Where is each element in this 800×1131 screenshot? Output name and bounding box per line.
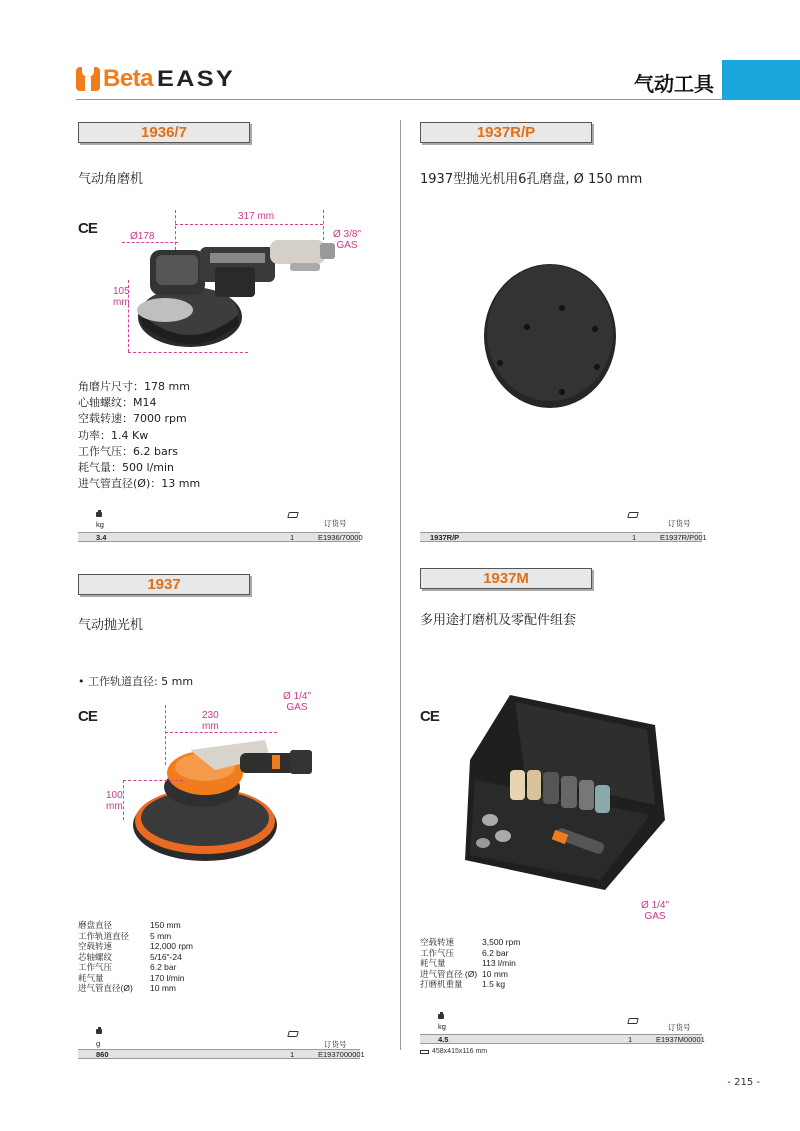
spec-key: 芯轴螺纹 [78, 951, 113, 962]
logo-easy-text: EASY [157, 66, 236, 91]
angle-grinder-image [120, 205, 360, 355]
spec-key: 打磨机重量 [420, 979, 463, 989]
spec-value: 5/16"-24 [150, 951, 182, 962]
spec-key: 工作气压 [420, 947, 455, 958]
specs-1937 [78, 920, 193, 994]
product-code-1937: 1937 [78, 574, 250, 595]
order-number-label: 订货号 [324, 519, 347, 528]
package-qty-icon [627, 1018, 639, 1024]
order-row [420, 1034, 705, 1044]
product-code-1937rp: 1937R/P [420, 122, 592, 143]
spec-value: 10 mm [150, 983, 176, 993]
section-title: 气动工具 [634, 72, 714, 96]
product-desc-1937: 气动抛光机 [78, 618, 144, 633]
spec-key: 磨盘直径 [78, 920, 113, 930]
product-desc-1937rp: 1937型抛光机用6孔磨盘, Ø 150 mm [420, 172, 643, 187]
beta-wrench-icon [76, 67, 100, 91]
spec-key: 工作气压 [78, 962, 113, 972]
spec-key: 耗气量 [78, 972, 104, 983]
qty-value: 1 [628, 1035, 633, 1044]
weight-value: 4.5 [438, 1035, 449, 1044]
spec-key: 耗气量 [420, 958, 446, 968]
header-rule [76, 99, 722, 100]
spec-line: 进气管直径(Ø)：13 mm [78, 477, 201, 491]
ce-mark: CE [78, 220, 97, 237]
dim-length-line [175, 224, 323, 225]
spec-line: 心轴螺纹：M14 [78, 396, 157, 410]
grinder-kit-case-image [465, 690, 665, 890]
dim-height-v [123, 780, 124, 820]
column-divider [400, 120, 401, 1050]
product-desc-1937m: 多用途打磨机及零配件组套 [420, 613, 577, 628]
weight-icon [96, 510, 102, 517]
order-code: E1936/70000 [318, 533, 363, 542]
package-qty-icon [627, 512, 639, 518]
beta-easy-logo [76, 65, 236, 92]
random-orbital-sander-image [130, 725, 330, 865]
product-code-1936-7: 1936/7 [78, 122, 250, 143]
weight-value: 860 [96, 1050, 109, 1059]
order-table-1937 [78, 1027, 365, 1059]
feature-bullet: • 工作轨道直径: 5 mm [78, 675, 194, 688]
spec-value: 113 l/min [482, 958, 516, 968]
order-code: E1937000001 [318, 1050, 365, 1059]
spec-value: 5 mm [150, 930, 172, 941]
page-number: - 215 - [727, 1077, 760, 1088]
dim-height: 100 mm [106, 790, 123, 812]
order-code: E1937R/P001 [660, 533, 707, 542]
order-table-1936-7 [78, 510, 363, 542]
spec-line: 空载转速：7000 rpm [78, 412, 187, 426]
spec-value: 3,500 rpm [482, 937, 521, 947]
package-qty-icon [287, 512, 299, 518]
spec-value: 6.2 bar [150, 962, 177, 972]
sanding-pad-image [480, 260, 620, 410]
dim-height-top [123, 780, 183, 781]
spec-line: 角磨片尺寸：178 mm [78, 380, 190, 393]
weight-icon [96, 1027, 102, 1034]
unit-label: kg [438, 1022, 446, 1031]
unit-label: g [96, 1039, 101, 1048]
order-row [420, 532, 707, 542]
product-desc-1936-7: 气动角磨机 [78, 172, 144, 187]
qty-value: 1 [290, 533, 295, 542]
spec-value: 170 l/min [150, 972, 185, 983]
qty-value: 1 [632, 533, 637, 542]
spec-key: 空载转速 [420, 937, 455, 947]
dim-length-right [323, 210, 324, 240]
order-row [78, 532, 363, 542]
case-dimensions [420, 1048, 487, 1055]
case-dimensions-text: 458x415x116 mm [432, 1048, 488, 1055]
weight-icon [438, 1012, 444, 1019]
dim-inlet: Ø 3/8" GAS [333, 229, 362, 251]
dim-length: 230 mm [202, 710, 219, 732]
ce-mark: CE [420, 708, 439, 725]
dim-inlet: Ø 1/4" GAS [641, 900, 670, 922]
spec-value: 150 mm [150, 920, 181, 930]
specs-1936-7 [78, 379, 200, 492]
qty-value: 1 [290, 1050, 295, 1059]
spec-line: 工作气压：6.2 bars [78, 444, 178, 458]
product-code-1937m: 1937M [420, 568, 592, 589]
package-qty-icon [287, 1031, 299, 1037]
unit-label: kg [96, 520, 104, 529]
spec-key: 进气管直径 (Ø) [420, 968, 478, 979]
spec-value: 1.5 kg [482, 979, 506, 989]
dim-height: 105 mm [113, 286, 130, 308]
order-number-label: 订货号 [324, 1040, 347, 1049]
section-color-tab [722, 60, 800, 100]
weight-value: 3.4 [96, 533, 107, 542]
logo-beta-text: Beta [103, 65, 154, 92]
order-number-label: 订货号 [668, 1023, 691, 1032]
order-table-1937rp [420, 510, 707, 542]
spec-line: 耗气量：500 l/min [78, 461, 174, 475]
spec-value: 6.2 bar [482, 947, 509, 958]
dim-length-left [175, 210, 176, 250]
spec-key: 空载转速 [78, 941, 113, 951]
order-code: E1937M00001 [656, 1035, 705, 1044]
order-table-1937m [420, 1012, 705, 1044]
order-row [78, 1049, 365, 1059]
spec-value: 10 mm [482, 968, 508, 979]
specs-1937m [420, 937, 520, 990]
dim-length-left [165, 705, 166, 765]
spec-key: 工作轨道直径 [78, 930, 130, 941]
dim-inlet: Ø 1/4" GAS [283, 691, 312, 713]
dim-disc-line [122, 242, 178, 243]
spec-key: 进气管直径(Ø) [78, 983, 133, 993]
ce-mark: CE [78, 708, 97, 725]
dim-length: 317 mm [238, 211, 275, 222]
item-value: 1937R/P [430, 533, 460, 542]
dim-length-line [165, 732, 277, 733]
order-number-label: 订货号 [668, 519, 691, 528]
spec-value: 12,000 rpm [150, 941, 193, 951]
dim-height-v [128, 280, 129, 352]
spec-line: 功率：1.4 Kw [78, 428, 149, 442]
dim-disc: Ø178 [130, 231, 155, 242]
case-dimensions-icon [420, 1050, 429, 1054]
dim-height-line [128, 352, 248, 353]
